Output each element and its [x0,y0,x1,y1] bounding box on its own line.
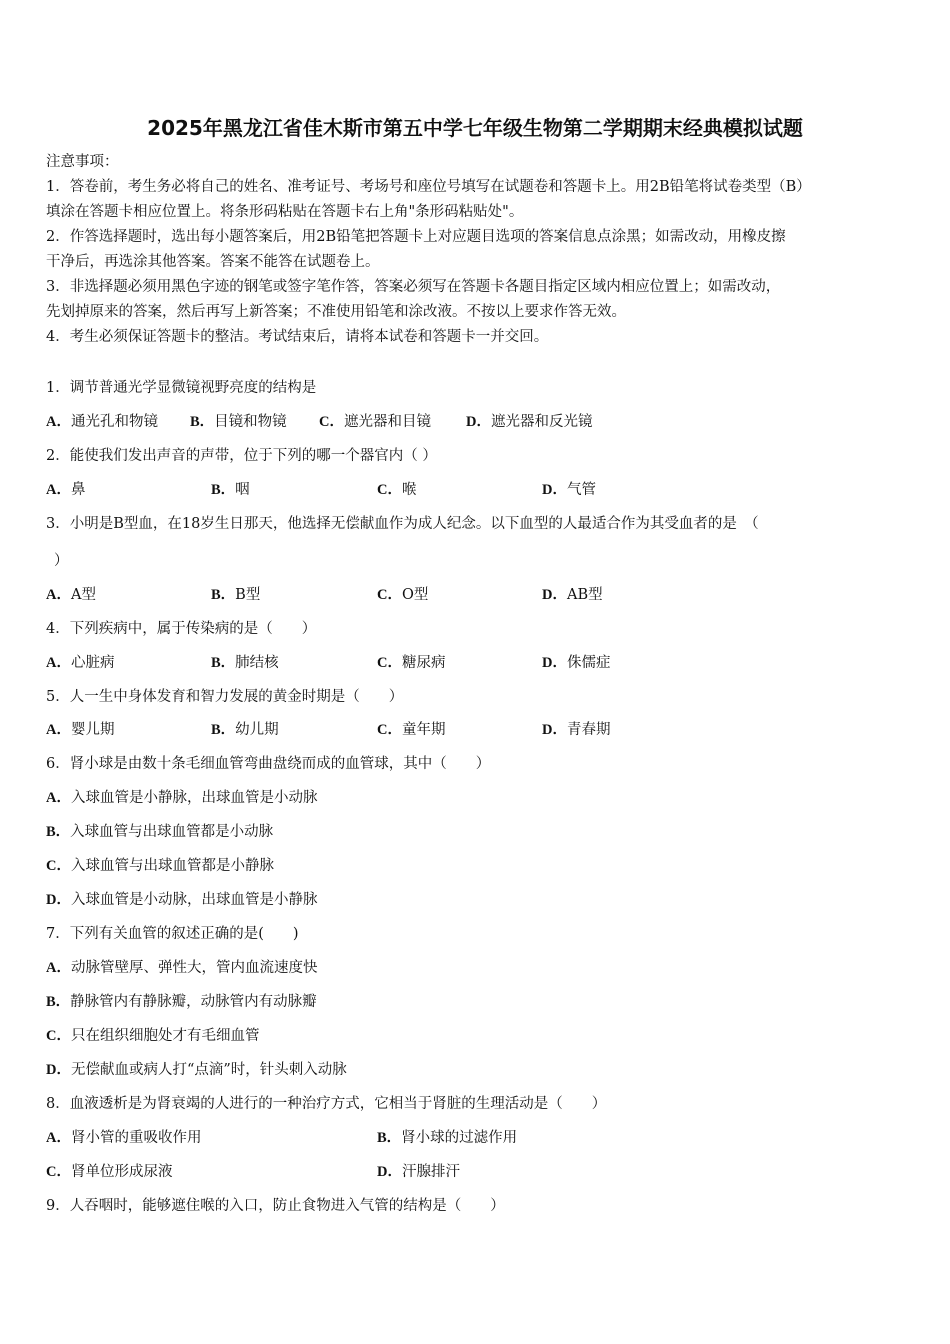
question-5-option [46,718,114,739]
question-5-option [542,718,610,739]
option-label: B． [211,655,236,671]
option-label: A． [46,1130,71,1146]
question-1-option [319,410,431,431]
option-text: 肺结核 [235,655,279,671]
option-text: 静脉管内有静脉瓣，动脉管内有动脉瓣 [70,994,317,1010]
question-4-option [542,651,610,672]
option-label: D． [542,722,567,738]
option-text: 无偿献血或病人打“点滴”时，针头刺入动脉 [70,1062,347,1078]
question-5-option [377,718,445,739]
option-label: B． [190,414,215,430]
notice-line: 2．作答选择题时，选出每小题答案后，用2B铅笔把答题卡上对应题目选项的答案信息点涂黑；如需改动，用橡皮擦 [46,229,786,245]
option-label: C． [46,1028,71,1044]
question-5-stem: 5．人一生中身体发育和智力发展的黄金时期是（ ） [46,689,404,705]
option-label: D． [542,655,567,671]
option-text: 肾小管的重吸收作用 [70,1130,202,1146]
option-text: 遮光器和目镜 [343,414,431,430]
option-text: 喉 [401,482,417,498]
question-8-option [377,1126,517,1147]
question-3-stem-continued: ） [54,553,69,569]
option-text: B型 [235,587,261,603]
option-label: C． [46,858,71,874]
question-3-stem: 3．小明是B型血，在18岁生日那天，他选择无偿献血作为成人纪念。以下血型的人最适合作为其受血者的是 （ [46,516,759,532]
question-9-stem: 9．人吞咽时，能够遮住喉的入口，防止食物进入气管的结构是（ ） [46,1198,505,1214]
option-text: 入球血管是小静脉，出球血管是小动脉 [70,790,318,806]
option-text: 肾小球的过滤作用 [401,1130,518,1146]
option-label: C． [377,722,402,738]
option-label: C． [377,482,402,498]
option-label: B． [211,482,236,498]
question-2-option [46,478,85,499]
option-text: 肾单位形成尿液 [70,1164,173,1180]
question-1-stem: 1．调节普通光学显微镜视野亮度的结构是 [46,380,317,396]
question-4-stem: 4．下列疾病中，属于传染病的是（ ） [46,621,317,637]
question-3-option [377,583,428,604]
question-7-option [46,990,317,1011]
question-1-option [466,410,592,431]
question-4-option [46,651,114,672]
option-label: B． [377,1130,402,1146]
option-label: D． [377,1164,402,1180]
option-text: 侏儒症 [566,655,611,671]
option-label: B． [46,994,71,1010]
option-text: 婴儿期 [70,722,115,738]
option-label: D． [466,414,491,430]
option-label: B． [211,722,236,738]
question-7-option [46,1058,347,1079]
option-label: A． [46,655,71,671]
option-text: 只在组织细胞处才有毛细血管 [70,1028,260,1044]
question-8-option [377,1160,460,1181]
notice-line: 填涂在答题卡相应位置上。将条形码粘贴在答题卡右上角"条形码粘贴处"。 [46,204,524,220]
question-2-stem: 2．能使我们发出声音的声带，位于下列的哪一个器官内（ ） [46,448,437,464]
notice-line: 3．非选择题必须用黑色字迹的钢笔或签字笔作答，答案必须写在答题卡各题目指定区域内相应位置上；如需改动， [46,279,781,295]
question-5-option [211,718,279,739]
option-text: 动脉管壁厚、弹性大，管内血流速度快 [70,960,318,976]
question-2-option [377,478,416,499]
notice-line: 1．答卷前，考生务必将自己的姓名、准考证号、考场号和座位号填写在试题卷和答题卡上。用2B铅笔将试卷类型（B） [46,179,811,195]
option-text: 入球血管与出球血管都是小动脉 [70,824,274,840]
option-label: B． [211,587,236,603]
option-text: 糖尿病 [401,655,446,671]
option-text: 心脏病 [70,655,115,671]
option-label: A． [46,482,71,498]
option-text: 咽 [235,482,250,498]
question-8-stem: 8．血液透析是为肾衰竭的人进行的一种治疗方式，它相当于肾脏的生理活动是（ ） [46,1096,607,1112]
option-text: 青春期 [566,722,611,738]
notice-line: 4．考生必须保证答题卡的整洁。考试结束后，请将本试卷和答题卡一并交回。 [46,329,549,345]
question-3-option [211,583,260,604]
question-4-option [377,651,445,672]
option-label: C． [377,655,402,671]
option-label: C． [46,1164,71,1180]
question-2-option [211,478,250,499]
question-3-option [46,583,96,604]
question-1-option [46,410,158,431]
option-label: D． [542,587,567,603]
question-8-option [46,1126,201,1147]
question-1-option [190,410,287,431]
option-label: A． [46,960,71,976]
option-text: 鼻 [70,482,86,498]
option-text: AB型 [566,587,603,603]
option-label: A． [46,790,71,806]
question-8-option [46,1160,172,1181]
option-label: D． [46,1062,71,1078]
question-6-option [46,854,274,875]
question-6-option [46,820,273,841]
option-label: B． [46,824,71,840]
option-label: D． [46,892,71,908]
option-text: 入球血管是小动脉，出球血管是小静脉 [70,892,318,908]
option-label: A． [46,414,71,430]
option-text: A型 [70,587,96,603]
option-text: O型 [401,587,429,603]
question-7-option [46,1024,259,1045]
option-text: 目镜和物镜 [214,414,287,430]
option-text: 幼儿期 [235,722,279,738]
notice-heading: 注意事项： [46,154,119,170]
question-6-option [46,888,317,909]
notice-section [46,150,906,350]
option-text: 通光孔和物镜 [70,414,158,430]
question-4-option [211,651,279,672]
notice-line: 干净后，再选涂其他答案。答案不能答在试题卷上。 [46,254,380,270]
question-2-option [542,478,596,499]
option-label: A． [46,587,71,603]
question-6-stem: 6．肾小球是由数十条毛细血管弯曲盘绕而成的血管球，其中（ ） [46,756,491,772]
option-text: 入球血管与出球血管都是小静脉 [70,858,274,874]
option-label: D． [542,482,567,498]
question-7-stem: 7．下列有关血管的叙述正确的是( ) [46,926,299,942]
question-7-option [46,956,317,977]
page-title: 2025年黑龙江省佳木斯市第五中学七年级生物第二学期期末经典模拟试题 [147,116,803,140]
option-label: C． [377,587,402,603]
option-text: 遮光器和反光镜 [490,414,593,430]
notice-line: 先划掉原来的答案，然后再写上新答案；不准使用铅笔和涂改液。不按以上要求作答无效。 [46,304,626,320]
question-3-option [542,583,603,604]
option-label: C． [319,414,344,430]
option-label: A． [46,722,71,738]
option-text: 汗腺排汗 [401,1164,460,1180]
question-6-option [46,786,317,807]
option-text: 气管 [566,482,596,498]
option-text: 童年期 [401,722,446,738]
